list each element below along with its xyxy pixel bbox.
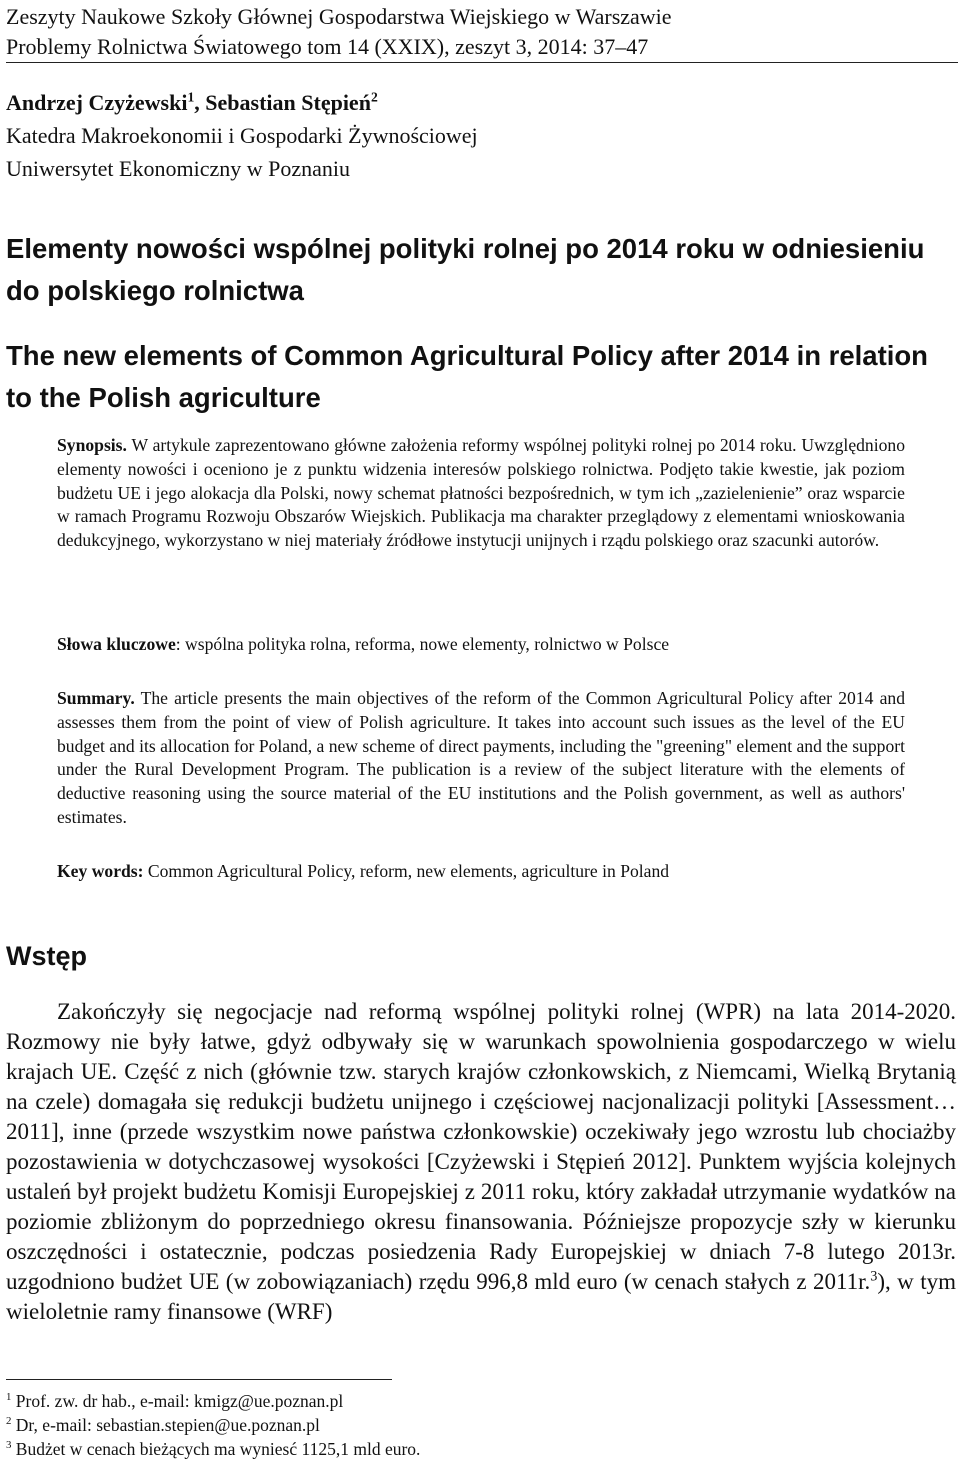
summary-label: Summary. <box>57 688 135 708</box>
author-2: Sebastian Stępień <box>205 90 371 115</box>
keywords-english <box>57 860 905 884</box>
journal-issue: Problemy Rolnictwa Światowego tom 14 (XXIX), zeszyt 3, 2014: 37–47 <box>6 34 649 59</box>
keywords-english-label: Key words: <box>57 861 144 881</box>
summary-text: The article presents the main objectives of the reform of the Common Agricultural Policy after 2014 and assesses them from the point of view of Polish agriculture. It takes into account such issues as the level of the EU budget and its allocation for Poland, a new scheme of direct payments, including the "greening" element and the support under the Rural Development Program. The publication is a review of the subject literature with the elements of deductive reasoning using the source material of the EU institutions and the Polish government, as well as authors' estimates. <box>57 688 905 827</box>
keywords-polish-label: Słowa kluczowe <box>57 634 176 654</box>
section-body <box>6 997 956 1327</box>
author-1-note-mark: 1 <box>187 89 195 105</box>
synopsis-label: Synopsis. <box>57 435 127 455</box>
footnote-3-mark: 3 <box>870 1268 878 1285</box>
summary-paragraph <box>57 687 905 830</box>
author-block <box>6 86 478 185</box>
journal-name: Zeszyty Naukowe Szkoły Głównej Gospodarstwa Wiejskiego w Warszawie <box>6 4 672 29</box>
footnote: $^2$ Dr, e-mail: sebastian.stepien@ue.poznan.pl <box>6 1415 320 1435</box>
author-names: Andrzej Czyżewski$^1$, Sebastian Stępień$^2$ <box>6 89 378 115</box>
footnote: $^1$ Prof. zw. dr hab., e-mail: kmigz@ue.poznan.pl <box>6 1391 344 1411</box>
article-title-polish: Elementy nowości wspólnej polityki rolnej po 2014 roku w odniesieniu do polskiego rolnictwa <box>6 233 925 306</box>
synopsis-paragraph <box>57 434 905 553</box>
author-2-note-mark: 2 <box>370 89 378 105</box>
keywords-polish-text: : wspólna polityka rolna, reforma, nowe elementy, rolnictwo w Polsce <box>175 634 670 654</box>
section-heading: Wstęp <box>6 941 87 971</box>
header-rule <box>6 62 958 63</box>
keywords-english-text: Common Agricultural Policy, reform, new elements, agriculture in Poland <box>143 861 670 881</box>
article-title-english: The new elements of Common Agricultural Policy after 2014 in relation to the Polish agriculture <box>6 340 928 413</box>
footnote-rule <box>6 1379 392 1380</box>
author-1: Andrzej Czyżewski <box>6 90 188 115</box>
keywords-polish <box>57 633 905 657</box>
footnote: $^3$ Budżet w cenach bieżących ma wyniesć 1125,1 mld euro. <box>6 1439 421 1459</box>
footnotes <box>6 1389 420 1461</box>
author-department: Katedra Makroekonomii i Gospodarki Żywnościowej <box>6 123 478 148</box>
body-paragraph: Zakończyły się negocjacje nad reformą wspólnej polityki rolnej (WPR) na lata 2014-2020. Rozmowy nie były łatwe, gdyż odbywały się w warunkach spowolnienia gospodarczego w wielu krajach UE. Część z nich (głównie tzw. starych krajów członkowskich, z Niemcami, Wielką Brytanią na czele) domagała się redukcji budżetu unijnego i częściowej nacjonalizacji polityki [Assessment… 2011], inne (przede wszystkim nowe państwa członkowskie) oczekiwały jego wzrostu lub chociażby pozostawienia w dotychczasowej wysokości [Czyżewski i Stępień 2012]. Punktem wyjścia kolejnych ustaleń był projekt budżetu Komisji Europejskiej z 2011 roku, który zakładał utrzymanie wydatków na poziomie zbliżonym do poprzedniego okresu finansowania. Późniejsze propozycje szły w kierunku oszczędności i ostatecznie, podczas posiedzenia Rady Europejskiej w dniach 7-8 lutego 2013r. uzgodniono budżet UE (w zobowiązaniach) rzędu 996,8 mld euro (w cenach stałych z 2011r.$^3$), w tym wieloletnie ramy finansowe (WRF) <box>6 999 956 1324</box>
synopsis-text: W artykule zaprezentowano główne założenia reformy wspólnej polityki rolnej po 2014 roku. Uwzględniono elementy nowości i oceniono je z punktu widzenia interesów polskiego rolnictwa. Podjęto takie kwestie, jak poziom budżetu UE i jego alokacja dla Polski, nowy schemat płatności bezpośrednich, w tym ich „zazielenienie” oraz wsparcie w ramach Programu Rozwoju Obszarów Wiejskich. Publikacja ma charakter przeglądowy z elementami wnioskowania dedukcyjnego, wykorzystano w niej materiały źródłowe instytucji unijnych i rządu polskiego oraz szacunki autorów. <box>57 435 905 551</box>
journal-header <box>6 2 672 62</box>
author-university: Uniwersytet Ekonomiczny w Poznaniu <box>6 156 350 181</box>
